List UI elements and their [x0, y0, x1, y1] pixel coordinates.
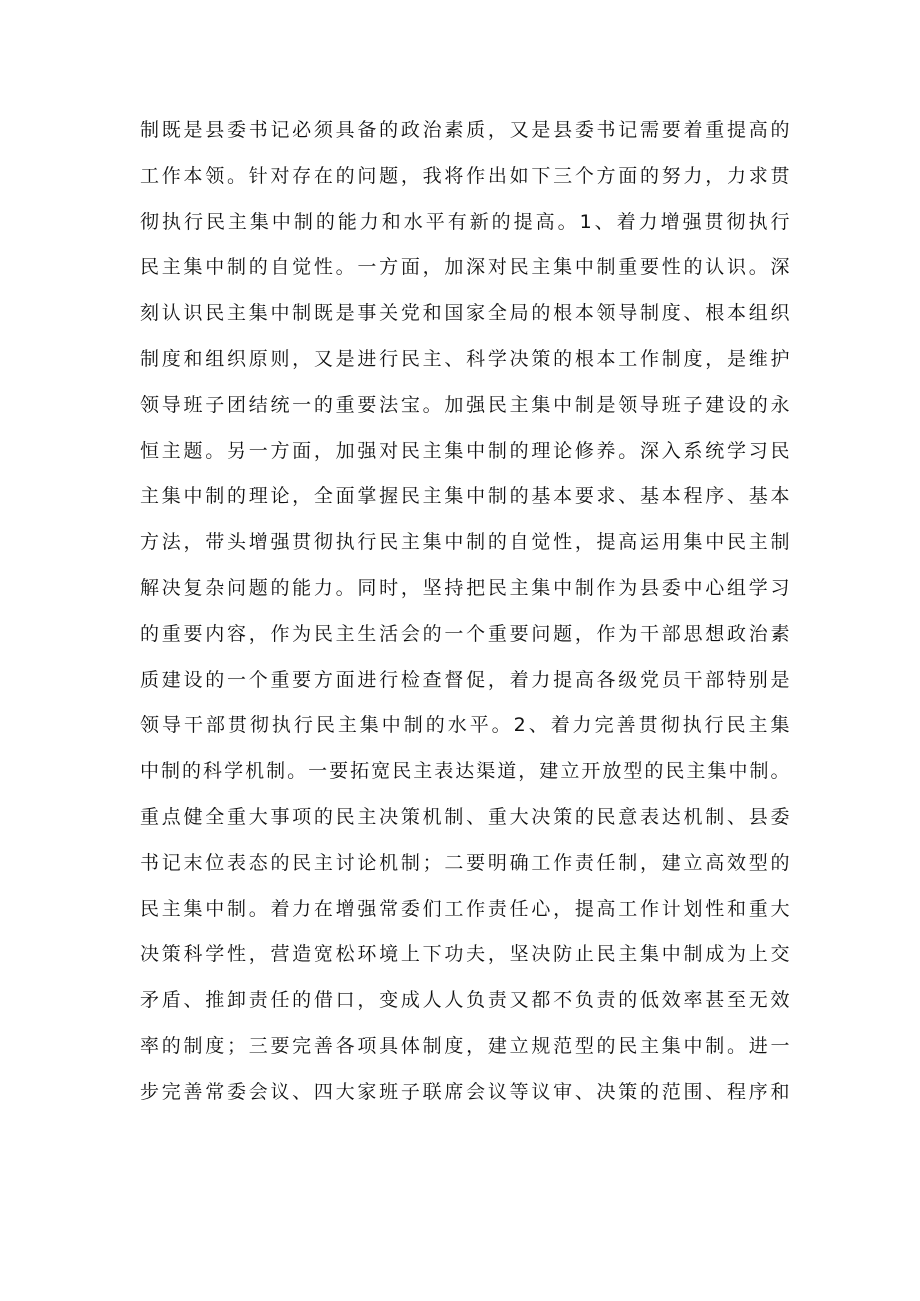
text-line: 刻认识民主集中制既是事关党和国家全局的根本领导制度、根本组织	[140, 302, 790, 325]
text-line: 解决复杂问题的能力。同时，坚持把民主集中制作为县委中心组学习	[140, 576, 790, 599]
body-text	[140, 108, 790, 1116]
text-line: 领导班子团结统一的重要法宝。加强民主集中制是领导班子建设的永	[140, 393, 790, 416]
text-line: 率的制度；三要完善各项具体制度，建立规范型的民主集中制。进一	[140, 1034, 790, 1057]
text-line: 主集中制的理论，全面掌握民主集中制的基本要求、基本程序、基本	[140, 485, 790, 508]
text-line: 方法，带头增强贯彻执行民主集中制的自觉性，提高运用集中民主制	[140, 531, 790, 554]
text-line: 矛盾、推卸责任的借口，变成人人负责又都不负责的低效率甚至无效	[140, 989, 790, 1012]
text-line: 民主集中制。着力在增强常委们工作责任心，提高工作计划性和重大	[140, 897, 790, 920]
text-line: 书记末位表态的民主讨论机制；二要明确工作责任制，建立高效型的	[140, 851, 790, 874]
text-line: 恒主题。另一方面，加强对民主集中制的理论修养。深入系统学习民	[140, 439, 790, 462]
text-line: 民主集中制的自觉性。一方面，加深对民主集中制重要性的认识。深	[140, 256, 790, 279]
text-line: 领导干部贯彻执行民主集中制的水平。2、着力完善贯彻执行民主集	[140, 714, 790, 737]
text-line: 的重要内容，作为民主生活会的一个重要问题，作为干部思想政治素	[140, 622, 790, 645]
text-line: 步完善常委会议、四大家班子联席会议等议审、决策的范围、程序和	[140, 1080, 790, 1103]
text-line: 制度和组织原则，又是进行民主、科学决策的根本工作制度，是维护	[140, 347, 790, 370]
text-line: 中制的科学机制。一要拓宽民主表达渠道，建立开放型的民主集中制。	[140, 760, 790, 783]
text-line: 工作本领。针对存在的问题，我将作出如下三个方面的努力，力求贯	[140, 164, 790, 187]
text-line: 彻执行民主集中制的能力和水平有新的提高。1、着力增强贯彻执行	[140, 210, 790, 233]
text-line: 制既是县委书记必须具备的政治素质，又是县委书记需要着重提高的	[140, 119, 790, 141]
text-line: 质建设的一个重要方面进行检查督促，着力提高各级党员干部特别是	[140, 668, 790, 691]
text-line: 决策科学性，营造宽松环境上下功夫，坚决防止民主集中制成为上交	[140, 943, 790, 966]
text-line: 重点健全重大事项的民主决策机制、重大决策的民意表达机制、县委	[140, 805, 790, 828]
